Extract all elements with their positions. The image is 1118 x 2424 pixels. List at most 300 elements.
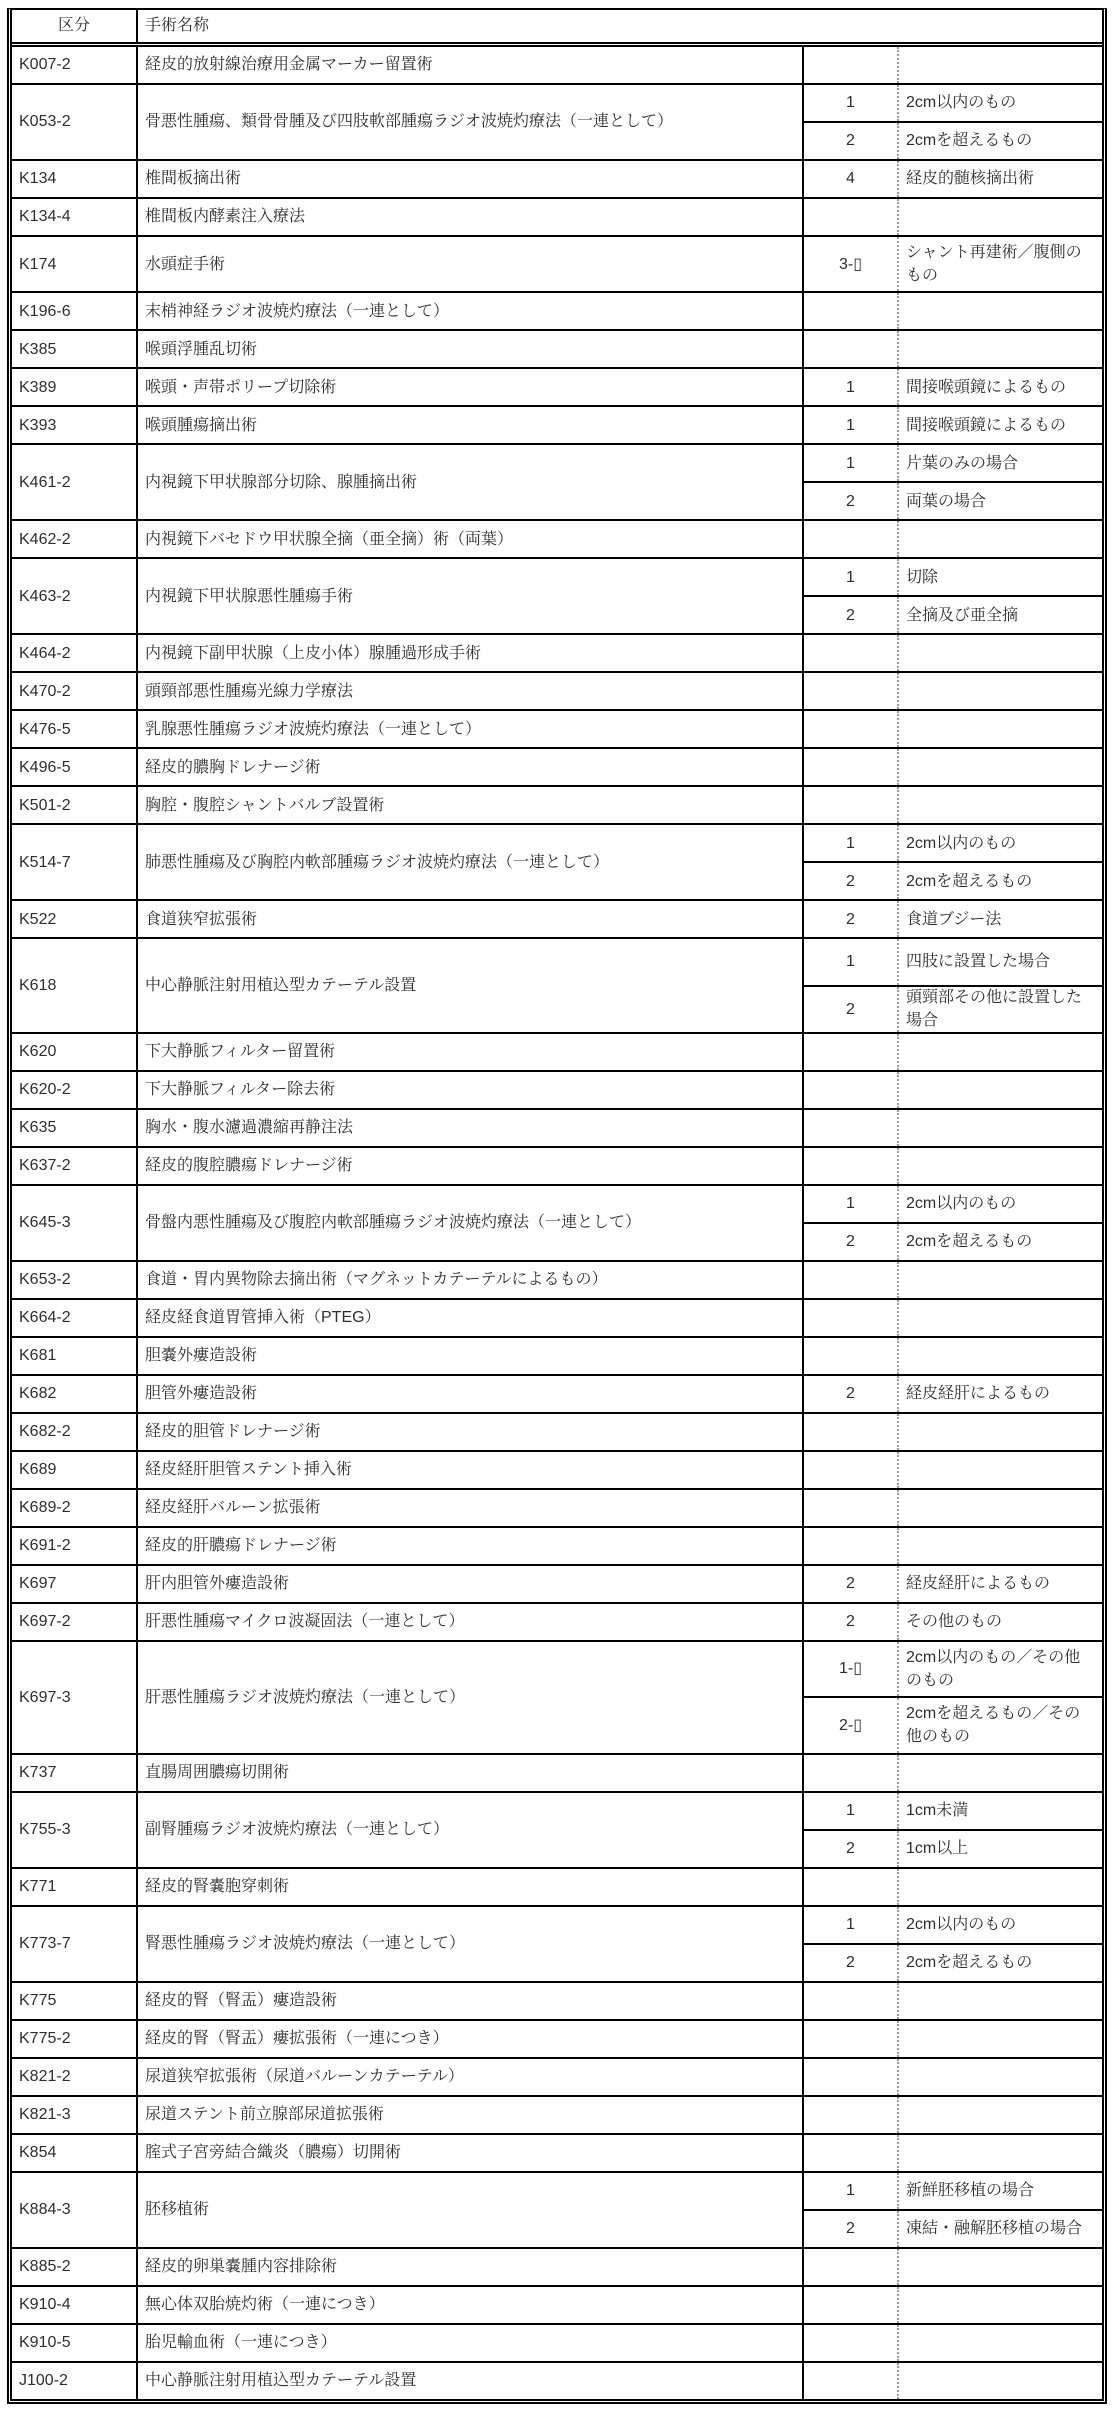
code-cell: K681 [19, 1347, 57, 1365]
table-row [12, 83, 1102, 159]
sub-row [804, 901, 1102, 937]
desc-cell: 2cmを超えるもの [897, 123, 1102, 159]
table-row [12, 2057, 1102, 2095]
code-cell: K737 [19, 1763, 57, 1781]
code-cell: K821-3 [19, 2105, 71, 2123]
num-cell [804, 1034, 897, 1070]
name-cell: 椎間板摘出術 [136, 161, 802, 197]
code-cell: J100-2 [19, 2371, 68, 2389]
sub-rows [802, 1376, 1102, 1412]
sub-row [804, 559, 1102, 595]
desc-cell: 凍結・融解胚移植の場合 [897, 2211, 1102, 2247]
sub-rows [802, 2021, 1102, 2057]
sub-rows [802, 1452, 1102, 1488]
desc-cell [897, 331, 1102, 367]
sub-row [804, 939, 1102, 984]
table-row [12, 1791, 1102, 1867]
desc-cell: 2cmを超えるもの／その他のもの [897, 1698, 1102, 1752]
sub-row [804, 1869, 1102, 1905]
name-cell: 内視鏡下バセドウ甲状腺全摘（亜全摘）術（両葉） [136, 521, 802, 557]
table-row [12, 1526, 1102, 1564]
code-cell: K007-2 [19, 56, 71, 74]
sub-row [804, 1034, 1102, 1070]
code-cell: K637-2 [19, 1157, 71, 1175]
desc-cell [897, 2287, 1102, 2323]
table-row [12, 823, 1102, 899]
name-cell: 経皮的胆管ドレナージ術 [136, 1414, 802, 1450]
num-cell [804, 787, 897, 823]
num-cell [804, 2325, 897, 2361]
sub-rows [802, 2097, 1102, 2133]
sub-row [804, 985, 1102, 1032]
num-cell: 2 [846, 1233, 855, 1251]
desc-cell: シャント再建術／腹側のもの [897, 237, 1102, 291]
num-cell: 1 [846, 94, 855, 112]
desc-cell: 経皮経肝によるもの [897, 1566, 1102, 1602]
sub-row [804, 1566, 1102, 1602]
sub-row [804, 1338, 1102, 1374]
code-cell: K470-2 [19, 682, 71, 700]
desc-cell: 片葉のみの場合 [897, 445, 1102, 481]
code-cell: K514-7 [19, 853, 71, 871]
code-cell: K501-2 [19, 796, 71, 814]
sub-rows [802, 1034, 1102, 1070]
name-cell: 経皮的腎（腎盂）瘻拡張術（一連につき） [136, 2021, 802, 2057]
num-cell: 2 [846, 1575, 855, 1593]
code-cell: K389 [19, 378, 57, 396]
num-cell: 1 [846, 1915, 855, 1933]
num-cell [804, 521, 897, 557]
desc-cell: 全摘及び亜全摘 [897, 597, 1102, 633]
name-cell: 経皮的腹腔膿瘍ドレナージ術 [136, 1148, 802, 1184]
num-cell [804, 1869, 897, 1905]
sub-row [804, 331, 1102, 367]
sub-row [804, 2363, 1102, 2399]
sub-rows [802, 2059, 1102, 2095]
code-cell: K682-2 [19, 1423, 71, 1441]
num-cell [804, 635, 897, 671]
code-cell: K620 [19, 1043, 57, 1061]
desc-cell: 2cm以内のもの／その他のもの [897, 1642, 1102, 1696]
table-row [12, 1374, 1102, 1412]
num-cell: 2 [846, 132, 855, 150]
num-cell: 2 [846, 910, 855, 928]
sub-rows [802, 1414, 1102, 1450]
sub-rows [802, 2363, 1102, 2399]
num-cell: 2 [846, 872, 855, 890]
name-cell: 食道狭窄拡張術 [136, 901, 802, 937]
desc-cell [897, 1983, 1102, 2019]
num-cell: 3-▯ [838, 255, 863, 273]
num-cell [804, 2363, 897, 2399]
desc-cell [897, 293, 1102, 329]
desc-cell [897, 47, 1102, 83]
name-cell: 胚移植術 [136, 2173, 802, 2247]
desc-cell [897, 2135, 1102, 2171]
table-row [12, 159, 1102, 197]
num-cell [804, 1528, 897, 1564]
num-cell [804, 1300, 897, 1336]
name-cell: 乳腺悪性腫瘍ラジオ波焼灼療法（一連として） [136, 711, 802, 747]
name-cell: 肝悪性腫瘍マイクロ波凝固法（一連として） [136, 1604, 802, 1640]
code-cell: K461-2 [19, 473, 71, 491]
table-row [12, 291, 1102, 329]
name-cell: 下大静脈フィルター除去術 [136, 1072, 802, 1108]
desc-cell [897, 749, 1102, 785]
sub-row [804, 369, 1102, 405]
code-cell: K697 [19, 1575, 57, 1593]
code-cell: K697-3 [19, 1688, 71, 1706]
sub-rows [802, 2249, 1102, 2285]
sub-rows [802, 749, 1102, 785]
table-row [12, 329, 1102, 367]
sub-row [804, 711, 1102, 747]
desc-cell: 経皮経肝によるもの [897, 1376, 1102, 1412]
code-cell: K691-2 [19, 1537, 71, 1555]
sub-row [804, 199, 1102, 235]
table-row [12, 1867, 1102, 1905]
code-cell: K053-2 [19, 113, 71, 131]
sub-row [804, 2249, 1102, 2285]
sub-row [804, 1755, 1102, 1791]
num-cell [804, 673, 897, 709]
table-row [12, 633, 1102, 671]
sub-rows [802, 1604, 1102, 1640]
desc-cell [897, 1869, 1102, 1905]
name-cell: 肺悪性腫瘍及び胸腔内軟部腫瘍ラジオ波焼灼療法（一連として） [136, 825, 802, 899]
sub-rows [802, 1907, 1102, 1981]
sub-row [804, 1696, 1102, 1752]
name-cell: 下大静脈フィルター留置術 [136, 1034, 802, 1070]
num-cell: 2-▯ [838, 1716, 863, 1734]
sub-rows [802, 673, 1102, 709]
code-cell: K682 [19, 1385, 57, 1403]
table-row [12, 899, 1102, 937]
code-cell: K821-2 [19, 2067, 71, 2085]
desc-cell: 2cmを超えるもの [897, 1224, 1102, 1260]
code-cell: K522 [19, 910, 57, 928]
table-row [12, 1070, 1102, 1108]
sub-row [804, 2135, 1102, 2171]
desc-cell: 1cm未満 [897, 1793, 1102, 1829]
desc-cell [897, 635, 1102, 671]
desc-cell: 2cm以内のもの [897, 825, 1102, 861]
table-row [12, 197, 1102, 235]
code-cell: K393 [19, 416, 57, 434]
name-cell: 肝内胆管外瘻造設術 [136, 1566, 802, 1602]
sub-row [804, 1943, 1102, 1981]
num-cell: 2 [846, 1839, 855, 1857]
code-cell: K620-2 [19, 1081, 71, 1099]
code-cell: K910-5 [19, 2333, 71, 2351]
desc-cell: 2cmを超えるもの [897, 863, 1102, 899]
name-cell: 肝悪性腫瘍ラジオ波焼灼療法（一連として） [136, 1642, 802, 1753]
table-row [12, 1108, 1102, 1146]
table-row [12, 443, 1102, 519]
name-cell: 喉頭浮腫乱切術 [136, 331, 802, 367]
num-cell [804, 2097, 897, 2133]
sub-row [804, 749, 1102, 785]
num-cell [804, 1072, 897, 1108]
name-cell: 直腸周囲膿瘍切開術 [136, 1755, 802, 1791]
desc-cell [897, 1262, 1102, 1298]
table-row [12, 709, 1102, 747]
table-row [12, 747, 1102, 785]
procedure-table [7, 8, 1107, 2404]
num-cell: 2 [846, 492, 855, 510]
name-cell: 胆管外瘻造設術 [136, 1376, 802, 1412]
sub-row [804, 1186, 1102, 1222]
num-cell [804, 199, 897, 235]
table-row [12, 1905, 1102, 1981]
name-cell: 経皮的膿胸ドレナージ術 [136, 749, 802, 785]
desc-cell [897, 2059, 1102, 2095]
num-cell: 2 [846, 2219, 855, 2237]
sub-rows [802, 199, 1102, 235]
sub-rows [802, 2173, 1102, 2247]
table-row [12, 1640, 1102, 1753]
table-row [12, 405, 1102, 443]
desc-cell: 両葉の場合 [897, 483, 1102, 519]
num-cell [804, 711, 897, 747]
code-cell: K689-2 [19, 1499, 71, 1517]
name-cell: 尿道ステント前立腺部尿道拡張術 [136, 2097, 802, 2133]
name-cell: 頭頸部悪性腫瘍光線力学療法 [136, 673, 802, 709]
name-cell: 胆嚢外瘻造設術 [136, 1338, 802, 1374]
sub-row [804, 1528, 1102, 1564]
code-cell: K645-3 [19, 1214, 71, 1232]
name-cell: 尿道狭窄拡張術（尿道バルーンカテーテル） [136, 2059, 802, 2095]
sub-rows [802, 1338, 1102, 1374]
sub-rows [802, 787, 1102, 823]
desc-cell: 1cm以上 [897, 1831, 1102, 1867]
table-row [12, 2133, 1102, 2171]
sub-row [804, 1829, 1102, 1867]
name-cell: 経皮的腎嚢胞穿刺術 [136, 1869, 802, 1905]
code-cell: K476-5 [19, 720, 71, 738]
num-cell: 1 [846, 378, 855, 396]
num-cell [804, 1110, 897, 1146]
code-cell: K635 [19, 1119, 57, 1137]
table-row [12, 1298, 1102, 1336]
code-cell: K771 [19, 1877, 57, 1895]
num-cell [804, 331, 897, 367]
table-row [12, 937, 1102, 1031]
desc-cell [897, 2249, 1102, 2285]
desc-cell [897, 1755, 1102, 1791]
code-cell: K462-2 [19, 530, 71, 548]
sub-rows [802, 1148, 1102, 1184]
table-row [12, 1602, 1102, 1640]
desc-cell [897, 1072, 1102, 1108]
sub-row [804, 1148, 1102, 1184]
name-cell: 水頭症手術 [136, 237, 802, 291]
sub-row [804, 2173, 1102, 2209]
num-cell: 1 [846, 454, 855, 472]
sub-row [804, 787, 1102, 823]
name-cell: 副腎腫瘍ラジオ波焼灼療法（一連として） [136, 1793, 802, 1867]
sub-row [804, 595, 1102, 633]
desc-cell [897, 1300, 1102, 1336]
name-cell: 骨悪性腫瘍、類骨骨腫及び四肢軟部腫瘍ラジオ波焼灼療法（一連として） [136, 85, 802, 159]
num-cell [804, 1338, 897, 1374]
sub-rows [802, 2135, 1102, 2171]
desc-cell: 間接喉頭鏡によるもの [897, 369, 1102, 405]
desc-cell [897, 2021, 1102, 2057]
sub-rows [802, 711, 1102, 747]
code-cell: K697-2 [19, 1613, 71, 1631]
sub-row [804, 1907, 1102, 1943]
desc-cell [897, 1528, 1102, 1564]
sub-row [804, 481, 1102, 519]
sub-row [804, 861, 1102, 899]
sub-row [804, 2209, 1102, 2247]
sub-row [804, 1642, 1102, 1696]
desc-cell [897, 521, 1102, 557]
desc-cell: 食道ブジー法 [897, 901, 1102, 937]
desc-cell: 2cm以内のもの [897, 1907, 1102, 1943]
table-row [12, 367, 1102, 405]
table-row [12, 1981, 1102, 2019]
sub-row [804, 2287, 1102, 2323]
desc-cell [897, 2097, 1102, 2133]
table-row [12, 1412, 1102, 1450]
sub-row [804, 673, 1102, 709]
desc-cell [897, 1490, 1102, 1526]
name-cell: 経皮経肝バルーン拡張術 [136, 1490, 802, 1526]
sub-row [804, 2021, 1102, 2057]
num-cell: 1 [846, 2181, 855, 2199]
table-row [12, 2095, 1102, 2133]
sub-row [804, 161, 1102, 197]
desc-cell [897, 711, 1102, 747]
desc-cell: 2cmを超えるもの [897, 1945, 1102, 1981]
desc-cell [897, 1414, 1102, 1450]
name-cell: 胸腔・腹腔シャントバルブ設置術 [136, 787, 802, 823]
code-cell: K775 [19, 1991, 57, 2009]
sub-rows [802, 1186, 1102, 1260]
num-cell: 4 [846, 170, 855, 188]
code-cell: K385 [19, 340, 57, 358]
table-row [12, 47, 1102, 83]
desc-cell [897, 2325, 1102, 2361]
desc-cell: 間接喉頭鏡によるもの [897, 407, 1102, 443]
code-cell: K854 [19, 2143, 57, 2161]
sub-rows [802, 2287, 1102, 2323]
sub-rows [802, 85, 1102, 159]
code-cell: K755-3 [19, 1820, 71, 1838]
desc-cell [897, 2363, 1102, 2399]
table-body [12, 47, 1102, 2399]
table-row [12, 1260, 1102, 1298]
num-cell [804, 1414, 897, 1450]
name-cell: 椎間板内酵素注入療法 [136, 199, 802, 235]
code-cell: K134 [19, 170, 57, 188]
table-row [12, 1336, 1102, 1374]
header-surgery-name: 手術名称 [136, 10, 1102, 42]
sub-rows [802, 825, 1102, 899]
table-row [12, 1450, 1102, 1488]
sub-rows [802, 369, 1102, 405]
num-cell [804, 2059, 897, 2095]
name-cell: 骨盤内悪性腫瘍及び腹腔内軟部腫瘍ラジオ波焼灼療法（一連として） [136, 1186, 802, 1260]
num-cell [804, 2249, 897, 2285]
code-cell: K884-3 [19, 2200, 71, 2218]
desc-cell: その他のもの [897, 1604, 1102, 1640]
name-cell: 中心静脈注射用植込型カテーテル設置 [136, 939, 802, 1031]
table-row [12, 519, 1102, 557]
sub-rows [802, 293, 1102, 329]
num-cell: 2 [846, 1953, 855, 1971]
sub-rows [802, 407, 1102, 443]
num-cell: 1 [846, 953, 855, 971]
desc-cell [897, 1338, 1102, 1374]
sub-rows [802, 1983, 1102, 2019]
sub-row [804, 1452, 1102, 1488]
sub-row [804, 1490, 1102, 1526]
num-cell: 2 [846, 606, 855, 624]
sub-rows [802, 1566, 1102, 1602]
code-cell: K134-4 [19, 208, 71, 226]
num-cell [804, 1983, 897, 2019]
desc-cell [897, 1034, 1102, 1070]
name-cell: 無心体双胎焼灼術（一連につき） [136, 2287, 802, 2323]
num-cell [804, 47, 897, 83]
sub-row [804, 825, 1102, 861]
sub-rows [802, 1528, 1102, 1564]
sub-row [804, 1300, 1102, 1336]
code-cell: K496-5 [19, 758, 71, 776]
sub-rows [802, 47, 1102, 83]
num-cell [804, 1490, 897, 1526]
num-cell: 1 [846, 1195, 855, 1213]
sub-row [804, 1262, 1102, 1298]
table-row [12, 557, 1102, 633]
sub-rows [802, 1110, 1102, 1146]
desc-cell [897, 787, 1102, 823]
table-row [12, 2285, 1102, 2323]
desc-cell [897, 199, 1102, 235]
code-cell: K689 [19, 1461, 57, 1479]
table-row [12, 1184, 1102, 1260]
sub-row [804, 47, 1102, 83]
num-cell [804, 749, 897, 785]
num-cell [804, 2021, 897, 2057]
sub-row [804, 445, 1102, 481]
code-cell: K618 [19, 976, 57, 994]
desc-cell: 2cm以内のもの [897, 85, 1102, 121]
sub-rows [802, 1869, 1102, 1905]
name-cell: 胸水・腹水濾過濃縮再静注法 [136, 1110, 802, 1146]
num-cell: 1 [846, 1801, 855, 1819]
sub-row [804, 521, 1102, 557]
sub-row [804, 293, 1102, 329]
table-row [12, 2361, 1102, 2399]
name-cell: 食道・胃内異物除去摘出術（マグネットカテーテルによるもの） [136, 1262, 802, 1298]
name-cell: 末梢神経ラジオ波焼灼療法（一連として） [136, 293, 802, 329]
table-row [12, 2247, 1102, 2285]
sub-row [804, 1604, 1102, 1640]
desc-cell: 新鮮胚移植の場合 [897, 2173, 1102, 2209]
num-cell: 2 [846, 1385, 855, 1403]
sub-rows [802, 2325, 1102, 2361]
code-cell: K464-2 [19, 644, 71, 662]
name-cell: 腎悪性腫瘍ラジオ波焼灼療法（一連として） [136, 1907, 802, 1981]
code-cell: K196-6 [19, 302, 71, 320]
table-row [12, 1564, 1102, 1602]
num-cell [804, 1452, 897, 1488]
name-cell: 内視鏡下甲状腺悪性腫瘍手術 [136, 559, 802, 633]
